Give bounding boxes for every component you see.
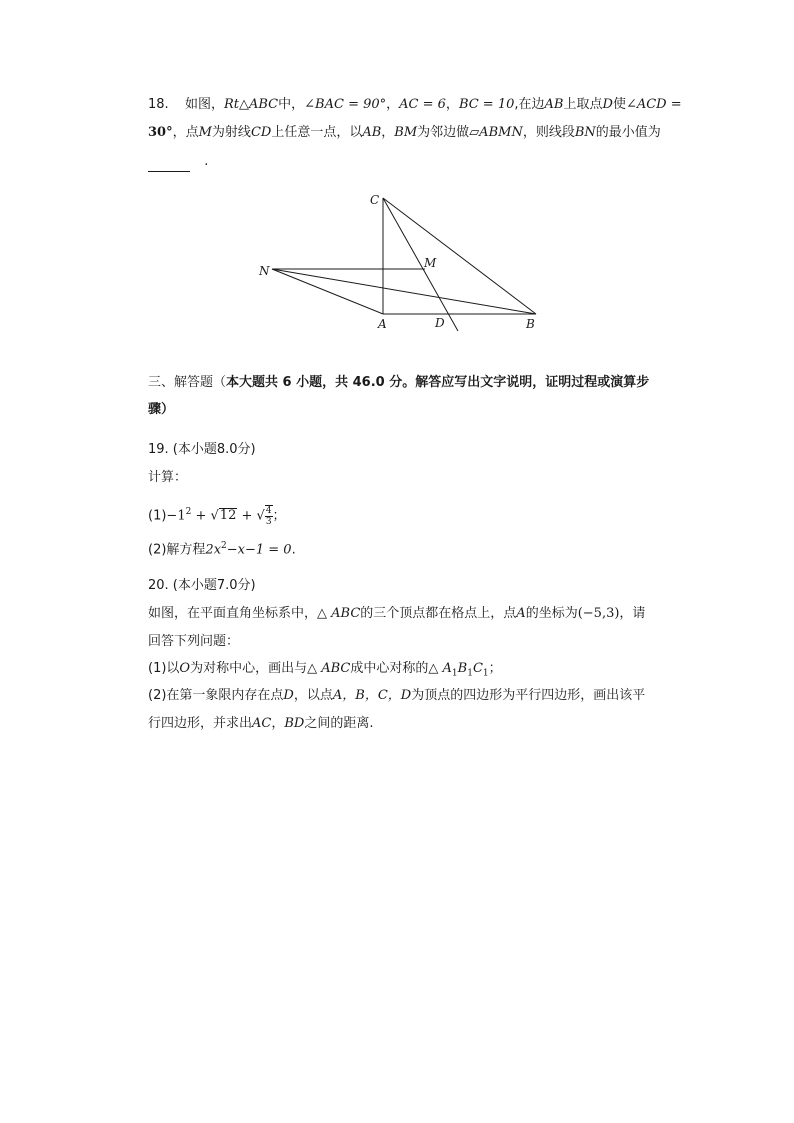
ray-CD [383, 198, 458, 331]
text: 三、解答题（ [148, 375, 227, 390]
text: 如图， [184, 97, 224, 112]
text: 如图，在平面直角坐标系中， [148, 606, 318, 621]
text: ， [445, 97, 459, 112]
section3-heading-line-2 [148, 400, 678, 420]
denominator: 3 [265, 516, 272, 527]
math: + [191, 508, 211, 524]
text: 上任意一点，以 [271, 125, 363, 140]
math: △ ABC [317, 606, 361, 621]
q18-number: 18. [148, 97, 169, 112]
math: C [472, 661, 483, 676]
text: 为顶点的四边形为平行四边形，画出该平 [411, 688, 646, 703]
text: 为射线 [211, 125, 251, 140]
math: 30° [148, 125, 173, 140]
label-N: N [259, 264, 270, 278]
text: 为邻边做 [417, 125, 470, 140]
math: 1 [482, 668, 489, 679]
label-A: A [378, 317, 387, 331]
math: ABC [249, 97, 279, 112]
text: (2)解方程 [148, 542, 206, 558]
math: 2 [185, 507, 192, 517]
math: 12 [219, 508, 237, 524]
q18-line-1 [148, 95, 682, 115]
math: −1 [166, 508, 186, 524]
q20-part-2 [148, 686, 678, 706]
math: ∠BAC = 90° [304, 97, 387, 112]
math: △ A [428, 661, 452, 676]
text: ,在边 [514, 97, 545, 112]
q19-header: 19. (本小题8.0分) [148, 442, 256, 457]
text: 之间的距离. [304, 716, 374, 731]
math: AC = 6 [399, 97, 446, 112]
text: 骤） [148, 402, 175, 417]
math: D [283, 688, 294, 703]
text: 为对称中心，画出与 [190, 661, 308, 676]
text: ， [271, 716, 285, 731]
math: BN [574, 125, 596, 140]
q19-part-2 [148, 536, 678, 560]
text: ，点 [172, 125, 199, 140]
math: 1 [451, 668, 458, 679]
text: ， [381, 125, 395, 140]
math: △ ABC [307, 661, 351, 676]
segment-NB [272, 269, 536, 314]
q18-line-3 [148, 152, 678, 172]
math: BM [394, 125, 418, 140]
q18-line-2 [148, 123, 678, 143]
text: ，以点 [293, 688, 333, 703]
math: AB [544, 97, 564, 112]
text: (1) [148, 508, 167, 524]
label-D: D [435, 316, 445, 330]
label-M: M [424, 256, 437, 270]
q20-line-2: 回答下列问题： [148, 634, 240, 649]
geometry-figure [240, 188, 560, 338]
text: 的三个顶点都在格点上，点 [360, 606, 517, 621]
text: 本大题共 6 小题，共 46.0 分。解答应写出文字说明，证明过程或演算步 [226, 375, 650, 390]
math: B [457, 661, 468, 676]
math: CD [250, 125, 272, 140]
text: ， [386, 97, 400, 112]
q20-line-1 [148, 604, 678, 624]
label-B: B [526, 317, 535, 331]
text: 的最小值为 [595, 125, 661, 140]
text: 上取点 [563, 97, 603, 112]
math: BC = 10 [458, 97, 515, 112]
q19-part-1: $(1)-1^2 + √12$ + √ $\frac{4}{3}$ ； [148, 505, 286, 527]
text: ，则线段 [522, 125, 575, 140]
text: . [291, 542, 296, 558]
section3-heading-line-1 [148, 373, 678, 393]
text: 成中心对称的 [350, 661, 429, 676]
math: AB [362, 125, 382, 140]
period: . [204, 154, 209, 169]
text: 使 [612, 97, 626, 112]
text: ； [488, 661, 502, 676]
numerator: 4 [265, 505, 272, 516]
math: −x−1 = 0 [226, 542, 292, 558]
math: M [198, 125, 212, 140]
math: BD [284, 716, 305, 731]
segment-CB [383, 198, 536, 314]
q19-intro: 计算： [148, 470, 188, 485]
math: A [516, 606, 526, 621]
math: O [179, 661, 191, 676]
answer-blank [148, 157, 190, 172]
math: △ [239, 97, 249, 112]
segment-NA [272, 269, 383, 314]
math: ∠ACD = [625, 97, 682, 112]
math: ▱ABMN [469, 125, 523, 140]
text: ，请 [619, 606, 646, 621]
label-C: C [370, 193, 380, 207]
text: 的坐标为 [525, 606, 578, 621]
text: 中， [278, 97, 305, 112]
math: 1 [467, 668, 473, 679]
q20-part-1 [148, 659, 678, 684]
math: D [602, 97, 613, 112]
math: A，B，C，D [332, 688, 412, 703]
math: 2x [205, 542, 222, 558]
text: (1)以 [148, 661, 180, 676]
text: ； [272, 508, 286, 524]
math: AC [252, 716, 272, 731]
math: + [237, 508, 257, 524]
q20-part-2-cont [148, 714, 678, 734]
math: (−5,3) [577, 606, 620, 621]
q20-header: 20. (本小题7.0分) [148, 578, 256, 593]
fraction [265, 505, 273, 527]
text: 行四边形，并求出 [148, 716, 253, 731]
math: 2 [221, 541, 227, 551]
text: (2)在第一象限内存在点 [148, 688, 284, 703]
math: Rt [223, 97, 239, 112]
